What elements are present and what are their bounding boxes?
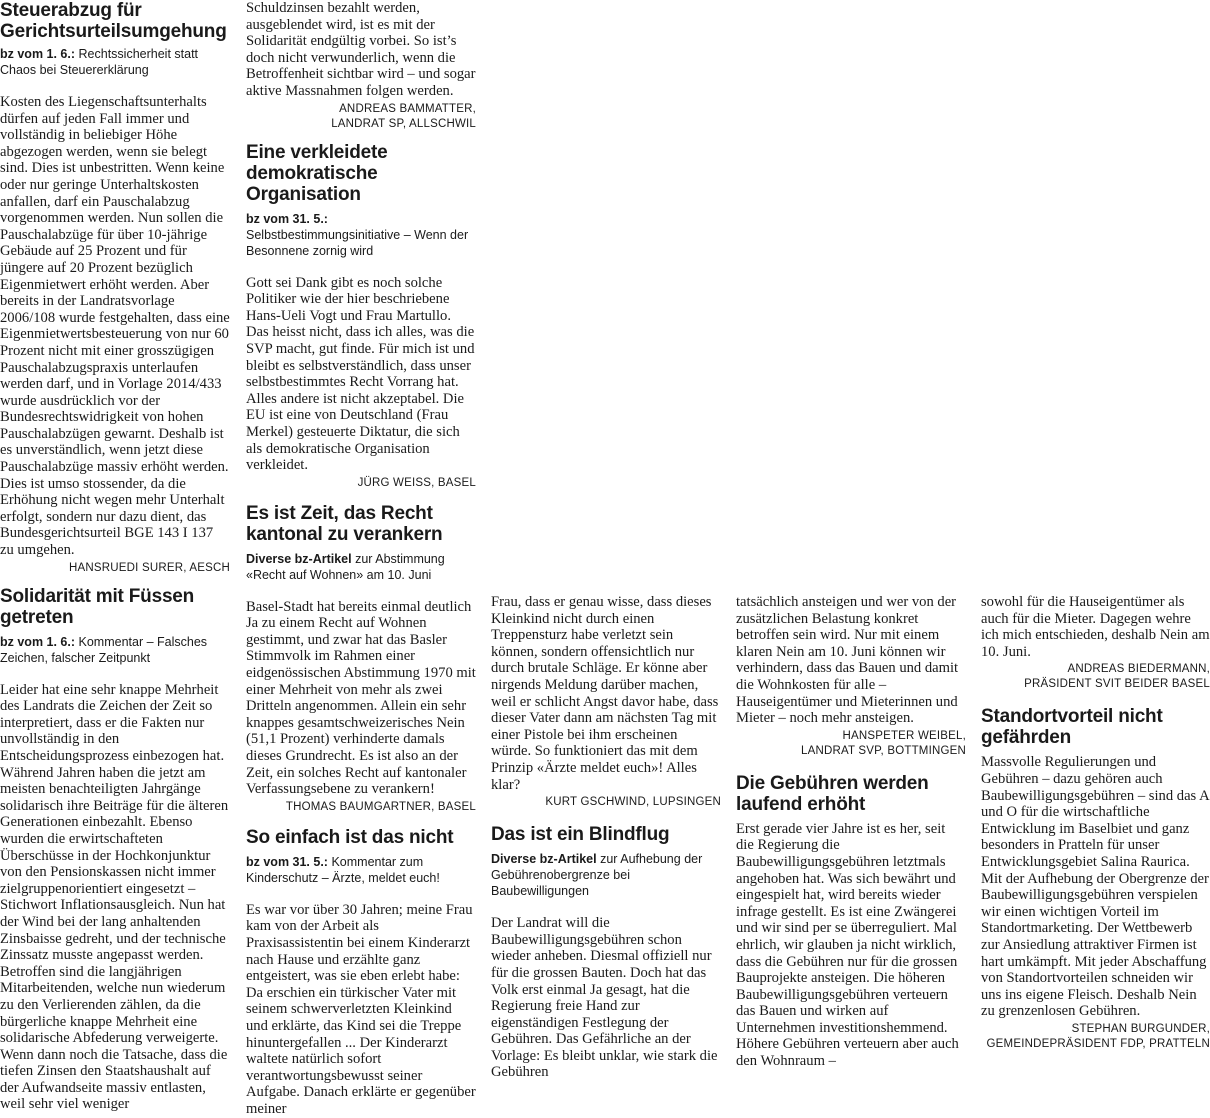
letter-continuation: sowohl für die Hauseigentümer als auch für die Mieter. Dagegen wehre ich mich entschieden, deshalb Nein am 10. Juni. [981, 594, 1210, 660]
letter-signature: HANSRUEDI SURER, AESCH [69, 561, 230, 574]
letter-reference [246, 551, 476, 583]
letter-signature: ANDREAS BAMMATTER, [339, 102, 476, 115]
column-2 [246, 0, 476, 1118]
letter-solidaritaet [0, 586, 230, 1113]
reference-text: zur Aufhebung der Gebührenobergrenze bei Baubewilligungen [491, 852, 703, 899]
letter-title: Es ist Zeit, das Recht kantonal zu verankern [246, 502, 443, 545]
reference-text: zur Abstimmung «Recht auf Wohnen» am 10. Juni [246, 551, 445, 582]
letter-title: So einfach ist das nicht [246, 826, 454, 848]
letter-body: Massvolle Regulierungen und Gebühren – dazu gehören auch Baubewilligungsgebühren – sind das A und O für die wirtschaftliche Entwicklung im Baselbiet und ganz besonders in Pratteln für unser Entwicklungsgebiet Salina Raurica. Mit der Aufhebung der Obergrenze der Baubewilligungsgebühren verspielen wir einen wichtigen Vorteil im Standortmarketing. Der Wettbewerb zur Ansiedlung attraktiver Firmen ist hart umkämpft. Mit jeder Abschaffung von Standortvorteilen schneiden wir uns ins eigene Fleisch. Deshalb Nein zu grenzenlosen Gebühren. [981, 754, 1209, 1020]
letter-signature: KURT GSCHWIND, LUPSINGEN [545, 796, 721, 809]
letter-reference [0, 46, 230, 78]
letter-title: Solidarität mit Füssen getreten [0, 585, 195, 628]
column-5 [981, 594, 1210, 1052]
letter-continuation: Frau, dass er genau wisse, dass dieses Kleinkind nicht durch einen Treppensturz habe verletzt sein können, sondern offensichtlich nur durch brutale Schläge. Er könne aber nirgends Meldung darüber machen, weil er schlicht Angst davor habe, dass dieser Vater dann am nächsten Tag mit einer Pistole bei ihm erscheinen würde. So funktioniert das mit dem Prinzip «Ärzte meldet euch»! Alles klar? [491, 594, 719, 793]
letter-title: Standortvorteil nicht gefährden [981, 706, 1163, 749]
letter-body: Basel-Stadt hat bereits einmal deutlich Ja zu einem Recht auf Wohnen gestimmt, und zwar hat das Basler Stimmvolk im Rahmen einer eidgenössischen Abstimmung 1970 mit einer Mehrheit von mehr als zwei Dritteln angenommen. Allein ein sehr knappes gesamtschweizerisches Nein (51,1 Prozent) verhinderte damals dieses Grundrecht. Es ist also an der Zeit, ein solches Recht auf kantonaler Verfassungsebene zu verankern! [246, 598, 476, 798]
letter-signature: STEPHAN BURGUNDER, [1071, 1022, 1210, 1035]
letter-title: Steuerabzug für Gerichtsurteilsumgehung [0, 0, 227, 42]
letter-gebuehren-erhoeht [736, 773, 966, 1070]
letter-steuerabzug [0, 0, 230, 576]
letter-verkleidete-organisation [246, 142, 476, 491]
reference-source: bz vom 1. 6.: [0, 47, 76, 61]
column-1 [0, 0, 230, 1113]
column-4 [736, 594, 966, 1070]
letter-title: Eine verkleidete demokratische Organisation [246, 141, 388, 205]
letter-title: Das ist ein Blindflug [491, 824, 670, 846]
letter-signature: JÜRG WEISS, BASEL [357, 476, 476, 489]
letter-reference [491, 851, 721, 899]
reference-text: Kommentar zum Kinderschutz – Ärzte, meldet euch! [246, 854, 440, 885]
reference-source: bz vom 31. 5.: [246, 211, 328, 226]
letter-title: Die Gebühren werden laufend erhöht [736, 772, 929, 815]
reference-text: Selbstbestimmungsinitiative – Wenn der Besonnene zornig wird [246, 227, 469, 258]
reference-source: bz vom 1. 6.: [0, 634, 76, 649]
letter-reference [246, 211, 476, 259]
column-3 [491, 594, 721, 1081]
letter-reference [0, 634, 230, 666]
reference-text: Kommentar – Falsches Zeichen, falscher Zeitpunkt [0, 634, 208, 665]
letter-body: Leider hat eine sehr knappe Mehrheit des Landrats die Zeichen der Zeit so interpretiert, dass er die Fakten nur unvollständig in den Entscheidungsprozess einbezogen hat. Während Jahren haben die jetzt am meisten benachteiligten Jahrgänge solidarisch ihre Beiträge für die älteren Generationen einbezahlt. Ebenso wurden die erwirtschafteten Überschüsse in der Hochkonjunktur von den Pensionskassen nicht immer zielgruppenorientiert eingesetzt – Stichwort Inflationsausgleich. Nun hat der Wind bei der lang anhaltenden Zinsbaisse gedreht, und der technische Zinssatz musste angepasst werden. Betroffen sind die langjährigen Mitarbeitenden, welche nun wiederum zu den Verlierenden zählen, da die bürgerliche knappe Mehrheit eine solidarische Abfederung verweigerte. Wenn dann noch die Tatsache, dass die tiefen Zinsen den Staatshaushalt auf der Aufwandseite massiv entlasten, weil sehr viel weniger [0, 681, 229, 1113]
letter-signature: GEMEINDEPRÄSIDENT FDP, PRATTELN [986, 1037, 1210, 1050]
letter-continuation: Schuldzinsen bezahlt werden, ausgeblendet wird, ist es mit der Solidarität endgültig vorbei. So ist’s doch nicht verwunderlich, wenn die Betroffenheit sichtbar wird – und sogar aktive Massnahmen folgen werden. [246, 0, 476, 99]
letter-body: Gott sei Dank gibt es noch solche Politiker wie der hier beschriebene Hans-Ueli Vogt und Frau Martullo. Das heisst nicht, dass ich alles, was die SVP macht, gut finde. Für mich ist und bleibt es selbstverständlich, dass unser selbstbestimmtes Recht Vorrang hat. Alles andere ist nicht akzeptabel. Die EU ist eine von Deutschland (Frau Merkel) gesteuerte Diktatur, die sich als demokratische Organisation verkleidet. [246, 274, 475, 474]
letter-body: Es war vor über 30 Jahren; meine Frau kam von der Arbeit als Praxisassistentin bei einem Kinderarzt nach Hause und erzählte ganz entgeistert, was sie eben erlebt habe: Da erschien ein türkischer Vater mit seinem schwerverletzten Kleinkind und erklärte, das Kind sei die Treppe hinuntergefallen ... Der Kinderarzt waltete natürlich sofort verantwortungsbewusst seiner Aufgabe. Danach erklärte er gegenüber meiner [246, 901, 476, 1117]
letter-standortvorteil [981, 706, 1210, 1052]
letter-signature: PRÄSIDENT SVIT BEIDER BASEL [1024, 678, 1210, 691]
letter-body: Erst gerade vier Jahre ist es her, seit die Regierung die Baubewilligungsgebühren letztmals angehoben hat. Was sich bewährt und eingespielt hat, wird bereits wieder infrage gestellt. Es ist eine Zwängerei und wir sind per se überreguliert. Mal ehrlich, wir glauben ja nicht wirklich, dass die Gebühren nur für die grossen Bauprojekte ansteigen. Die höheren Baubewilligungsgebühren verteuern das Bauen und wirken auf Unternehmen investitionshemmend. Höhere Gebühren verteuern aber auch den Wohnraum – [736, 820, 959, 1070]
letter-continuation: tatsächlich ansteigen und wer von der zusätzlichen Belastung konkret betroffen sein wird. Nur mit einem klaren Nein am 10. Juni können wir verhindern, dass das Bauen und damit die Wohnkosten für alle – Hauseigentümer und Mieterinnen und Mieter – noch mehr ansteigen. [736, 594, 959, 727]
letter-signature: ANDREAS BIEDERMANN, [1067, 663, 1210, 676]
letter-recht-kantonal [246, 503, 476, 815]
letter-signature: LANDRAT SVP, BOTTMINGEN [801, 744, 966, 757]
reference-source: bz vom 31. 5.: [246, 854, 328, 869]
letter-signature: LANDRAT SP, ALLSCHWIL [331, 117, 476, 130]
letter-reference [246, 854, 476, 886]
letter-signature: HANSPETER WEIBEL, [842, 729, 966, 742]
reference-text: Rechtssicherheit statt Chaos bei Steuererklärung [0, 47, 199, 77]
letter-blindflug [491, 824, 721, 1081]
letter-body: Der Landrat will die Baubewilligungsgebühren schon wieder anheben. Diesmal offiziell nur für die grossen Bauten. Doch hat das Volk erst einmal Ja gesagt, hat die Regierung freie Hand zur eigenständigen Festlegung der Gebühren. Das Gefährliche an der Vorlage: Es bleibt unklar, wie stark die Gebühren [491, 915, 718, 1081]
reference-source: Diverse bz-Artikel [491, 852, 597, 867]
reference-source: Diverse bz-Artikel [246, 551, 352, 566]
letter-so-einfach [246, 827, 476, 1118]
letter-body: Kosten des Liegenschaftsunterhalts dürfen auf jeden Fall immer und vollständig in beliebiger Höhe abgezogen werden, wenn sie belegt sind. Dies ist unbestritten. Wenn keine oder nur geringe Unterhaltskosten anfallen, darf ein Pauschalabzug vorgenommen werden. Nun sollen die Pauschalabzüge für über 10-jährige Gebäude auf 25 Prozent und für jüngere auf 20 Prozent bezüglich Eigenmietwert erhöht werden. Aber bereits in der Landratsvorlage 2006/108 wurde festgehalten, dass eine Eigenmietwertsbesteuerung von nur 60 Prozent nicht mit einer grosszügigen Pauschalabzugspraxis unterlaufen werden darf, und in Vorlage 2014/433 wurde ausdrücklich vor der Bundesrechtswidrigkeit von hohen Pauschalabzügen gewarnt. Deshalb ist es unverständlich, wenn jetzt diese Pauschalabzüge massiv erhöht werden. Dies ist umso stossender, da die Erhöhung nicht wegen mehr Unterhalt erfolgt, sondern nur dazu dient, das Bundesgerichtsurteil BGE 143 I 137 zu umgehen. [0, 94, 230, 559]
letter-signature: THOMAS BAUMGARTNER, BASEL [285, 800, 476, 813]
